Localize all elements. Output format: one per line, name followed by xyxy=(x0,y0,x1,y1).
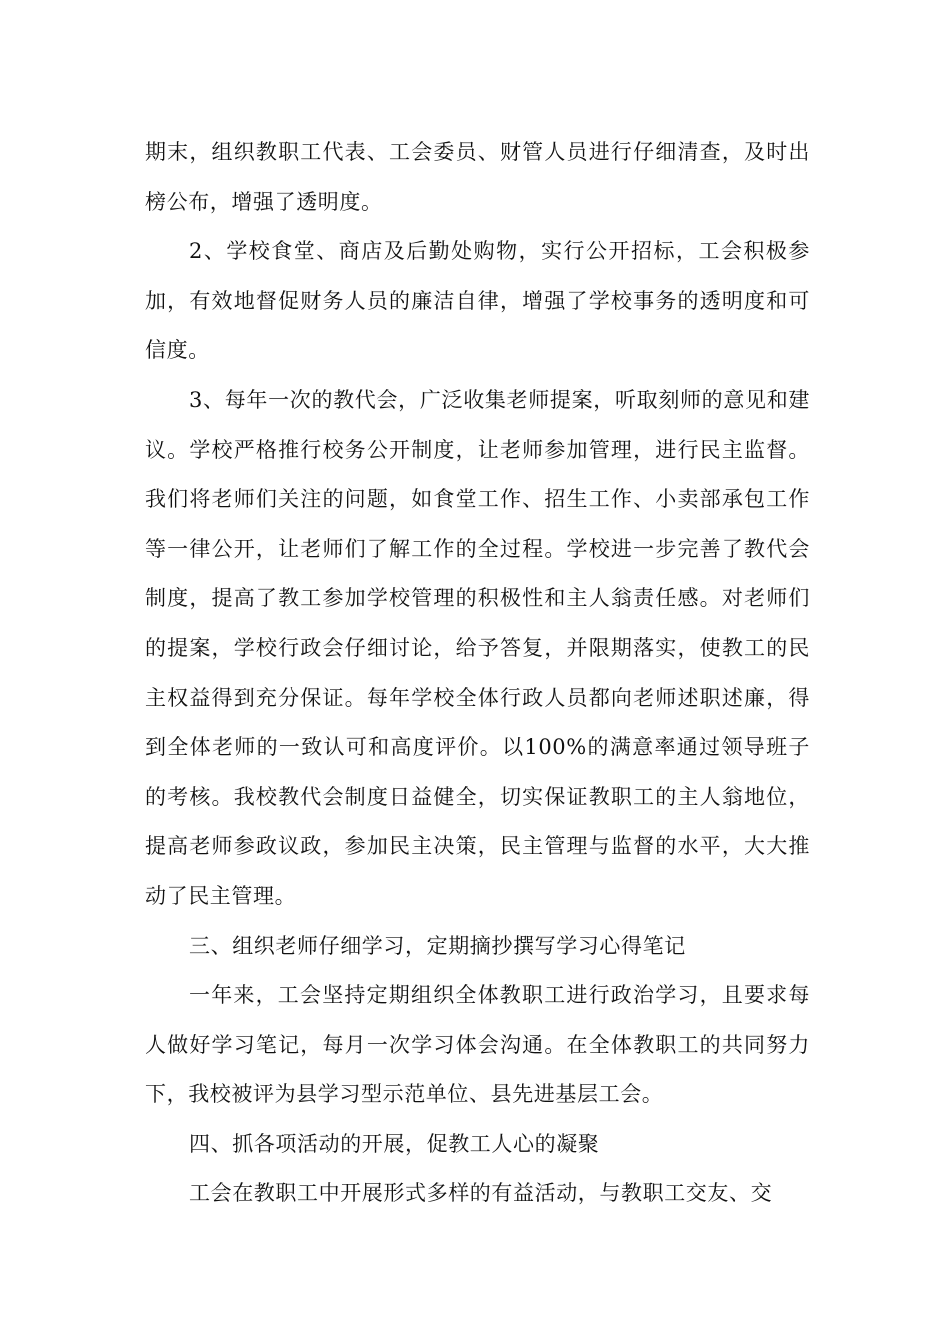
document-body xyxy=(145,128,810,1219)
paragraph-4: 一年来，工会坚持定期组织全体教职工进行政治学习，且要求每人做好学习笔记，每月一次学习体会沟通。在全体教职工的共同努力下，我校被评为县学习型示范单位、县先进基层工会。 xyxy=(145,983,810,1107)
paragraph-1: 期末，组织教职工代表、工会委员、财管人员进行仔细清查，及时出榜公布，增强了透明度。 xyxy=(145,140,810,214)
section-heading-3: 三、组织老师仔细学习，定期摘抄撰写学习心得笔记 xyxy=(189,933,686,958)
paragraph-2: 2、学校食堂、商店及后勤处购物，实行公开招标，工会积极参加，有效地督促财务人员的廉洁自律，增强了学校事务的透明度和可信度。 xyxy=(145,239,810,363)
paragraph-5: 工会在教职工中开展形式多样的有益活动，与教职工交友、交 xyxy=(189,1181,773,1206)
paragraph-3: 3、每年一次的教代会，广泛收集老师提案，听取刻师的意见和建议。学校严格推行校务公开制度，让老师参加管理，进行民主监督。我们将老师们关注的问题，如食堂工作、招生工作、小卖部承包工作等一律公开，让老师们了解工作的全过程。学校进一步完善了教代会制度，提高了教工参加学校管理的积极性和主人翁责任感。对老师们的提案，学校行政会仔细讨论，给予答复，并限期落实，使教工的民主权益得到充分保证。每年学校全体行政人员都向老师述职述廉，得到全体老师的一致认可和高度评价。以100%的满意率通过领导班子的考核。我校教代会制度日益健全，切实保证教职工的主人翁地位，提高老师参政议政，参加民主决策，民主管理与监督的水平，大大推动了民主管理。 xyxy=(145,387,810,908)
section-heading-4: 四、抓各项活动的开展，促教工人心的凝聚 xyxy=(189,1131,600,1156)
